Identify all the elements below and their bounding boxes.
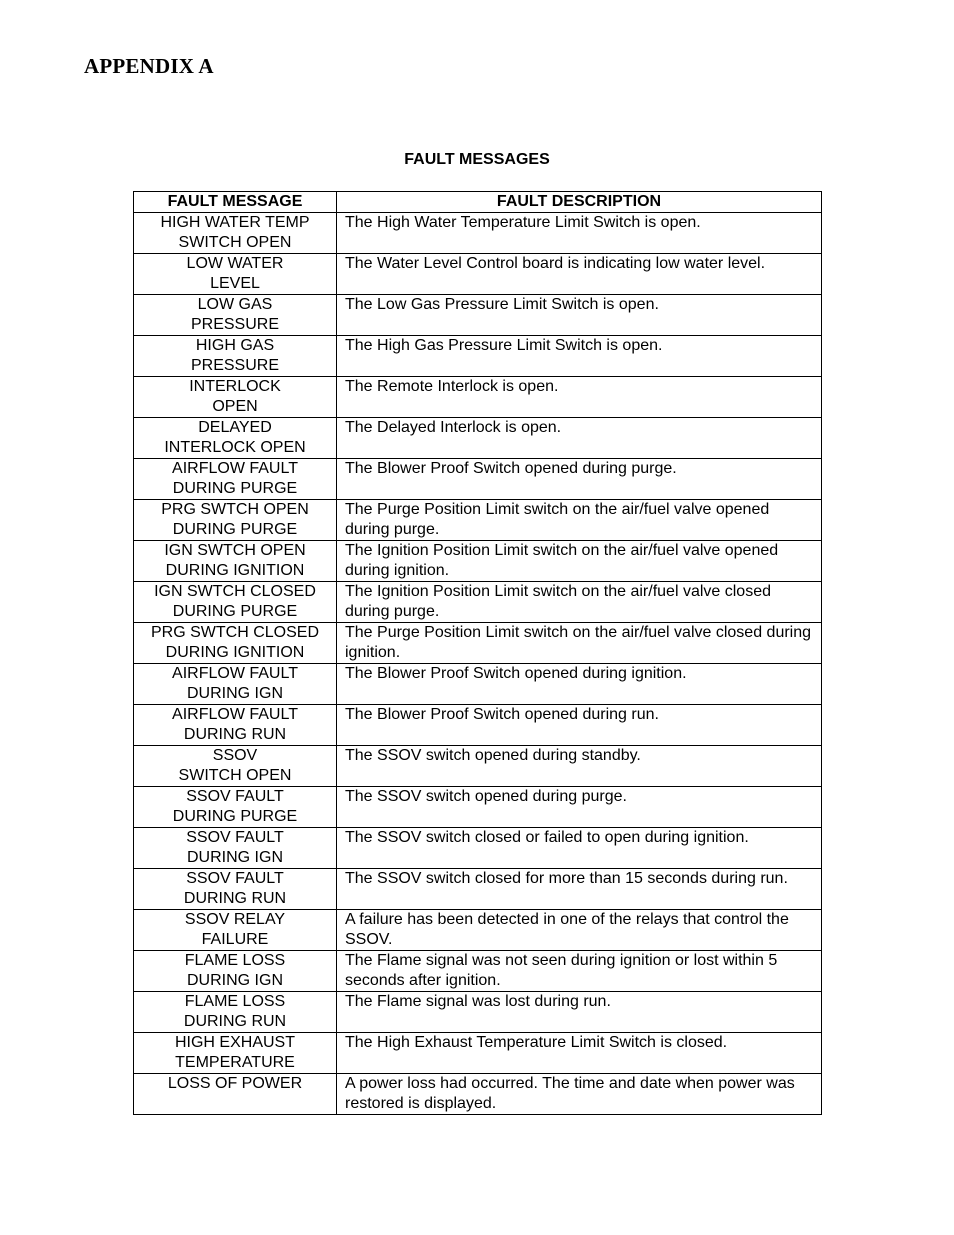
- fault-message-cell: PRG SWTCH OPEN DURING PURGE: [134, 500, 337, 541]
- fault-description-cell: The Blower Proof Switch opened during purge.: [337, 459, 822, 500]
- table-title: FAULT MESSAGES: [404, 151, 550, 168]
- fault-message-cell: IGN SWTCH OPEN DURING IGNITION: [134, 541, 337, 582]
- fault-description-cell: The Flame signal was lost during run.: [337, 992, 822, 1033]
- fault-description-cell: The Water Level Control board is indicating low water level.: [337, 254, 822, 295]
- fault-message-cell: SSOV FAULT DURING IGN: [134, 828, 337, 869]
- column-header-fault-message: FAULT MESSAGE: [134, 192, 337, 213]
- fault-description-cell: The Ignition Position Limit switch on the air/fuel valve opened during ignition.: [337, 541, 822, 582]
- appendix-heading: APPENDIX A: [84, 54, 214, 78]
- fault-description-cell: The Remote Interlock is open.: [337, 377, 822, 418]
- table-row: [134, 213, 822, 254]
- table-row: [134, 746, 822, 787]
- fault-message-cell: LOW GAS PRESSURE: [134, 295, 337, 336]
- table-row: [134, 910, 822, 951]
- table-row: [134, 295, 822, 336]
- fault-description-cell: The Delayed Interlock is open.: [337, 418, 822, 459]
- fault-message-cell: DELAYED INTERLOCK OPEN: [134, 418, 337, 459]
- fault-description-cell: The Low Gas Pressure Limit Switch is open.: [337, 295, 822, 336]
- fault-description-cell: The Purge Position Limit switch on the air/fuel valve closed during ignition.: [337, 623, 822, 664]
- fault-description-cell: The High Water Temperature Limit Switch is open.: [337, 213, 822, 254]
- table-row: [134, 951, 822, 992]
- fault-description-cell: The Flame signal was not seen during ignition or lost within 5 seconds after ignition.: [337, 951, 822, 992]
- table-row: [134, 623, 822, 664]
- fault-description-cell: The SSOV switch opened during purge.: [337, 787, 822, 828]
- fault-message-cell: LOW WATER LEVEL: [134, 254, 337, 295]
- table-row: [134, 418, 822, 459]
- fault-description-cell: The SSOV switch closed for more than 15 seconds during run.: [337, 869, 822, 910]
- fault-description-cell: The Blower Proof Switch opened during ignition.: [337, 664, 822, 705]
- fault-message-cell: FLAME LOSS DURING IGN: [134, 951, 337, 992]
- fault-message-cell: HIGH WATER TEMP SWITCH OPEN: [134, 213, 337, 254]
- fault-message-cell: SSOV SWITCH OPEN: [134, 746, 337, 787]
- fault-message-cell: PRG SWTCH CLOSED DURING IGNITION: [134, 623, 337, 664]
- fault-message-cell: INTERLOCK OPEN: [134, 377, 337, 418]
- table-header-row: [134, 192, 822, 213]
- table-row: [134, 582, 822, 623]
- fault-message-cell: FLAME LOSS DURING RUN: [134, 992, 337, 1033]
- table-row: [134, 1074, 822, 1115]
- fault-description-cell: The Ignition Position Limit switch on the air/fuel valve closed during purge.: [337, 582, 822, 623]
- fault-message-cell: SSOV FAULT DURING PURGE: [134, 787, 337, 828]
- table-row: [134, 336, 822, 377]
- table-row: [134, 787, 822, 828]
- table-row: [134, 377, 822, 418]
- fault-message-cell: HIGH GAS PRESSURE: [134, 336, 337, 377]
- table-row: [134, 500, 822, 541]
- table-row: [134, 705, 822, 746]
- fault-description-cell: The SSOV switch opened during standby.: [337, 746, 822, 787]
- fault-message-cell: SSOV FAULT DURING RUN: [134, 869, 337, 910]
- table-row: [134, 459, 822, 500]
- table-row: [134, 254, 822, 295]
- table-row: [134, 869, 822, 910]
- fault-message-cell: SSOV RELAY FAILURE: [134, 910, 337, 951]
- table-row: [134, 541, 822, 582]
- fault-message-cell: AIRFLOW FAULT DURING RUN: [134, 705, 337, 746]
- fault-messages-table: [133, 191, 822, 1115]
- fault-description-cell: A power loss had occurred. The time and date when power was restored is displayed.: [337, 1074, 822, 1115]
- table-row: [134, 828, 822, 869]
- fault-description-cell: The High Gas Pressure Limit Switch is open.: [337, 336, 822, 377]
- table-row: [134, 664, 822, 705]
- fault-description-cell: A failure has been detected in one of the relays that control the SSOV.: [337, 910, 822, 951]
- fault-message-cell: LOSS OF POWER: [134, 1074, 337, 1115]
- fault-message-cell: HIGH EXHAUST TEMPERATURE: [134, 1033, 337, 1074]
- fault-description-cell: The Purge Position Limit switch on the air/fuel valve opened during purge.: [337, 500, 822, 541]
- column-header-fault-description: FAULT DESCRIPTION: [337, 192, 822, 213]
- fault-description-cell: The High Exhaust Temperature Limit Switch is closed.: [337, 1033, 822, 1074]
- fault-message-cell: AIRFLOW FAULT DURING IGN: [134, 664, 337, 705]
- fault-message-cell: AIRFLOW FAULT DURING PURGE: [134, 459, 337, 500]
- table-row: [134, 1033, 822, 1074]
- fault-description-cell: The SSOV switch closed or failed to open during ignition.: [337, 828, 822, 869]
- fault-message-cell: IGN SWTCH CLOSED DURING PURGE: [134, 582, 337, 623]
- fault-description-cell: The Blower Proof Switch opened during run.: [337, 705, 822, 746]
- table-row: [134, 992, 822, 1033]
